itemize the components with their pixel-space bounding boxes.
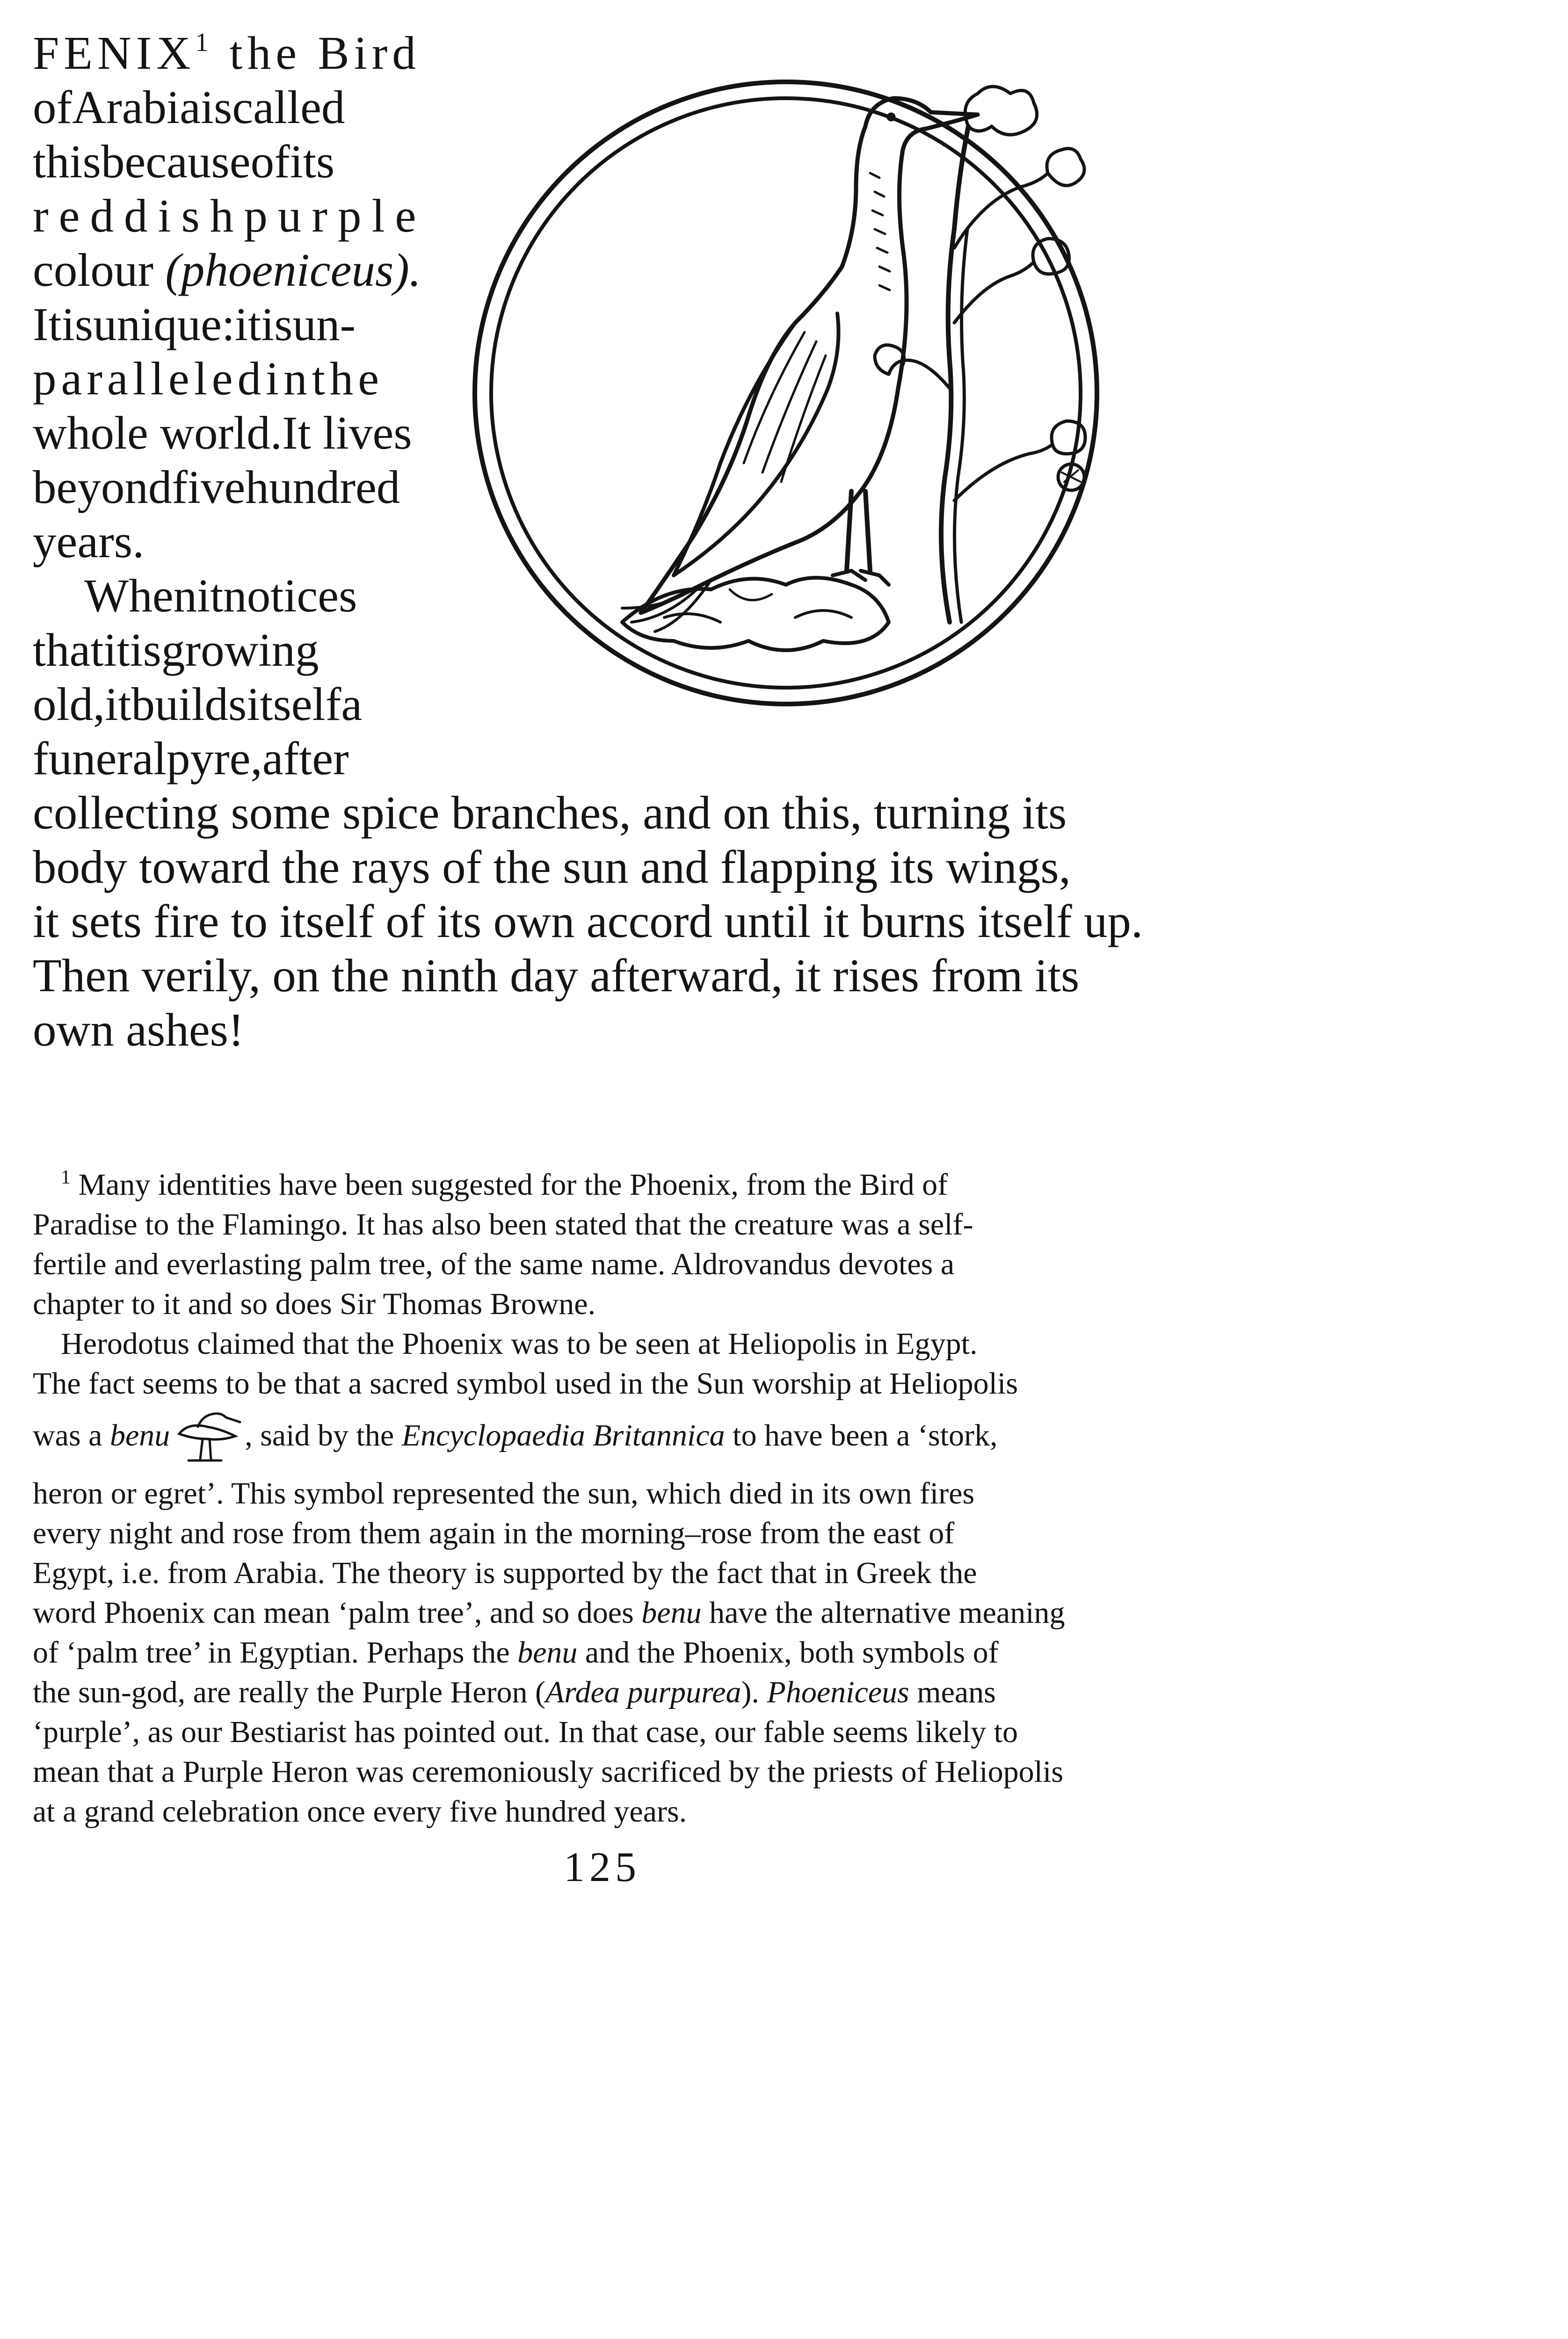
- footnote: [33, 1165, 1193, 1831]
- main-line-10: years.: [33, 515, 145, 567]
- main-line-14: funeralpyre,after: [33, 732, 349, 785]
- main-line-2: ofArabiaiscalled: [33, 81, 345, 133]
- main-line-5: colour (phoeniceus).: [33, 244, 421, 296]
- main-line-13: old,itbuildsitselfa: [33, 678, 363, 730]
- main-line-7: paralleledinthe: [33, 352, 384, 405]
- footnote-line-3: fertile and everlasting palm tree, of the same name. Aldrovandus devotes a: [33, 1247, 955, 1281]
- footnote-line-13: the sun-god, are really the Purple Heron (Ardea purpurea). Phoeniceus means: [33, 1675, 996, 1709]
- footnote-line-benu: was a benu , said by the Encyclopaedia Britannica to have been a ‘stork,: [33, 1403, 1193, 1474]
- main-full-line-1: collecting some spice branches, and on this, turning its: [33, 786, 1067, 839]
- main-line-8: whole world.It lives: [33, 407, 412, 459]
- main-line-4: reddishpurple: [33, 189, 427, 242]
- footnote-line-16: at a grand celebration once every five hundred years.: [33, 1794, 687, 1829]
- footnote-line-15: mean that a Purple Heron was ceremoniously sacrificed by the priests of Heliopolis: [33, 1755, 1064, 1789]
- footnote-line-11: word Phoenix can mean ‘palm tree’, and so does benu have the alternative meaning: [33, 1596, 1065, 1630]
- main-line-3: thisbecauseofits: [33, 135, 335, 188]
- phoenix-illustration-icon: [468, 33, 1104, 753]
- main-line-6: Itisunique:itisun-: [33, 298, 356, 350]
- main-full-line-3: it sets fire to itself of its own accord until it burns itself up.: [33, 895, 1143, 947]
- footnote-line-5: Herodotus claimed that the Phoenix was to be seen at Heliopolis in Egypt.: [61, 1327, 978, 1361]
- main-line-12: thatitisgrowing: [33, 624, 319, 676]
- main-full-line-2: body toward the rays of the sun and flapping its wings,: [33, 841, 1071, 893]
- main-full-line-4: Then verily, on the ninth day afterward, it rises from its: [33, 949, 1080, 1002]
- footnote-line-12: of ‘palm tree’ in Egyptian. Perhaps the benu and the Phoenix, both symbols of: [33, 1635, 999, 1670]
- benu-heron-glyph-icon: [170, 1408, 245, 1469]
- main-full-line-5: own ashes!: [33, 1003, 244, 1056]
- main-line-1: FENIX1 the Bird: [33, 27, 421, 79]
- footnote-line-8: heron or egret’. This symbol represented the sun, which died in its own fires: [33, 1476, 975, 1511]
- footnote-line-2: Paradise to the Flamingo. It has also been stated that the creature was a self-: [33, 1207, 973, 1242]
- footnote-line-4: chapter to it and so does Sir Thomas Browne.: [33, 1287, 596, 1321]
- footnote-line-10: Egypt, i.e. from Arabia. The theory is supported by the fact that in Greek the: [33, 1556, 977, 1590]
- page-number: 125: [564, 1844, 641, 1890]
- footnote-line-1: 1 Many identities have been suggested for the Phoenix, from the Bird of: [61, 1167, 948, 1202]
- footnote-line-6: The fact seems to be that a sacred symbol used in the Sun worship at Heliopolis: [33, 1366, 1018, 1401]
- main-line-11: Whenitnotices: [84, 569, 357, 622]
- footnote-line-14: ‘purple’, as our Bestiarist has pointed out. In that case, our fable seems likely to: [33, 1715, 1018, 1749]
- footnote-line-9: every night and rose from them again in the morning–rose from the east of: [33, 1516, 955, 1550]
- main-line-9: beyondfivehundred: [33, 461, 400, 513]
